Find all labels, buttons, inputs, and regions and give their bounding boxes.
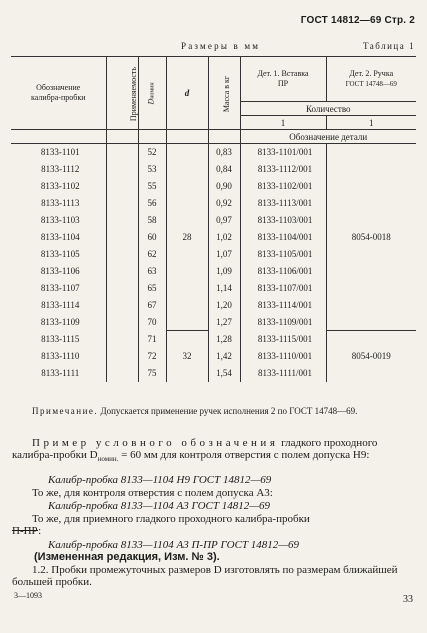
table-row-mass: 1,54 [208, 365, 240, 382]
table-row-code: 8133-1104 [40, 232, 80, 242]
header-d: d [166, 57, 208, 130]
table-row-insert: 8133-1103/001 [240, 212, 326, 229]
table-row-dnom: 70 [138, 314, 166, 331]
table-row-dnom: 55 [138, 178, 166, 195]
group2-handle: 8054-0019 [326, 331, 416, 382]
table-row-code: 8133-1115 [41, 334, 80, 344]
header-applicability: Применяемость [106, 57, 138, 130]
table-row-mass: 1,07 [208, 246, 240, 263]
table-row-code: 8133-1110 [41, 351, 80, 361]
table-note [32, 406, 418, 417]
table-row-code: 8133-1111 [41, 368, 80, 378]
table-row-dnom: 75 [138, 365, 166, 382]
edition-note: (Измененная редакция, Изм. № 3). [34, 551, 220, 563]
example-line3: То же, для приемного гладкого проходного калибра-пробки [32, 513, 310, 525]
group2-d: 32 [166, 331, 208, 382]
group1-d: 28 [166, 144, 208, 331]
table-row-dnom: 60 [138, 229, 166, 246]
example-text2: = 60 мм для контроля отверстия с полем допуска H9: [121, 449, 370, 461]
table-row-dnom: 58 [138, 212, 166, 229]
table-row-mass: 0,84 [208, 161, 240, 178]
table-row-insert: 8133-1102/001 [240, 178, 326, 195]
table-row-insert: 8133-1109/001 [240, 314, 326, 331]
example-line3-cont: П-ПР: [12, 525, 42, 537]
clause-1-2: 1.2. Пробки промежуточных размеров D изготовлять по размерам ближайшей большей пробки. [12, 564, 398, 588]
header-dnom: Dномин [138, 57, 166, 130]
note-text: Допускается применение ручек исполнения 2 по ГОСТ 14748—69. [100, 406, 358, 416]
table-row-dnom: 72 [138, 348, 166, 365]
table-row-insert: 8133-1114/001 [240, 297, 326, 314]
table-row-dnom: 62 [138, 246, 166, 263]
table-row-insert: 8133-1101/001 [240, 144, 326, 161]
table-row-mass: 1,20 [208, 297, 240, 314]
table-row-mass: 1,42 [208, 348, 240, 365]
table-row-insert: 8133-1113/001 [240, 195, 326, 212]
header-part-designation: Обозначение детали [240, 130, 416, 144]
table-row-mass: 1,28 [208, 331, 240, 348]
table-row-code: 8133-1106 [40, 266, 80, 276]
table-row-insert: 8133-1115/001 [240, 331, 326, 348]
table-row-mass: 0,83 [208, 144, 240, 161]
table-row-mass: 1,14 [208, 280, 240, 297]
table-row-dnom: 67 [138, 297, 166, 314]
page-header: ГОСТ 14812—69 Стр. 2 [300, 15, 415, 26]
struck-text: П-ПР [12, 525, 39, 537]
example-title: Пример условного обозначения [32, 437, 279, 449]
table-row-dnom: 56 [138, 195, 166, 212]
table-row-mass: 0,90 [208, 178, 240, 195]
example-line2: То же, для контроля отверстия с полем допуска A3: [32, 487, 273, 499]
table-row-mass: 0,92 [208, 195, 240, 212]
table-row-insert: 8133-1106/001 [240, 263, 326, 280]
header-part1: Дет. 1. Вставка ПР [240, 57, 326, 102]
table-row-mass: 1,02 [208, 229, 240, 246]
table-row-code: 8133-1105 [40, 249, 80, 259]
table-row-insert: 8133-1107/001 [240, 280, 326, 297]
table-row-code: 8133-1103 [40, 215, 80, 225]
page-number: 33 [403, 594, 413, 605]
table-row-code: 8133-1101 [40, 147, 80, 158]
example-3: Калибр-пробка 8133—1104 A3 П-ПР ГОСТ 14812—69 [48, 539, 300, 551]
table-row-insert: 8133-1104/001 [240, 229, 326, 246]
header-qty1: 1 [240, 116, 326, 130]
example-1: Калибр-пробка 8133—1104 H9 ГОСТ 14812—69 [48, 474, 272, 486]
table-number: Таблица 1 [363, 41, 415, 51]
units-caption: Размеры в мм [181, 41, 261, 51]
footer-code: 3—1093 [14, 591, 42, 600]
table-row-code: 8133-1109 [40, 317, 80, 327]
example-text: гладкого проходного калибра-пробки D [12, 437, 378, 461]
table-row-mass: 1,09 [208, 263, 240, 280]
sizes-table [11, 56, 416, 382]
header-designation: Обозначение калибра-пробки [11, 57, 106, 130]
example-2: Калибр-пробка 8133—1104 A3 ГОСТ 14812—69 [48, 500, 271, 512]
table-row-code: 8133-1114 [41, 300, 80, 310]
table-row-dnom: 65 [138, 280, 166, 297]
table-row-code: 8133-1113 [41, 198, 80, 208]
table-row-dnom: 52 [138, 144, 166, 161]
header-mass: Масса в кг [208, 57, 240, 130]
header-part2: Дет. 2. Ручка ГОСТ 14748—69 [326, 57, 416, 102]
table-row-dnom: 63 [138, 263, 166, 280]
table-row-dnom: 53 [138, 161, 166, 178]
table-row-code: 8133-1112 [41, 164, 80, 174]
table-row-insert: 8133-1111/001 [240, 365, 326, 382]
example-paragraph [12, 437, 417, 465]
table-row-insert: 8133-1112/001 [240, 161, 326, 178]
table-row-insert: 8133-1110/001 [240, 348, 326, 365]
table-row-mass: 1,27 [208, 314, 240, 331]
table-row-code: 8133-1107 [40, 283, 80, 293]
group1-handle: 8054-0018 [326, 144, 416, 331]
header-qty: Количество [240, 102, 416, 116]
table-row-code: 8133-1102 [40, 181, 80, 191]
header-qty2: 1 [326, 116, 416, 130]
table-row-mass: 0,97 [208, 212, 240, 229]
note-label: Примечание. [32, 406, 99, 416]
dnom-subscript: номин. [97, 455, 119, 464]
table-row-insert: 8133-1105/001 [240, 246, 326, 263]
table-row-dnom: 71 [138, 331, 166, 348]
